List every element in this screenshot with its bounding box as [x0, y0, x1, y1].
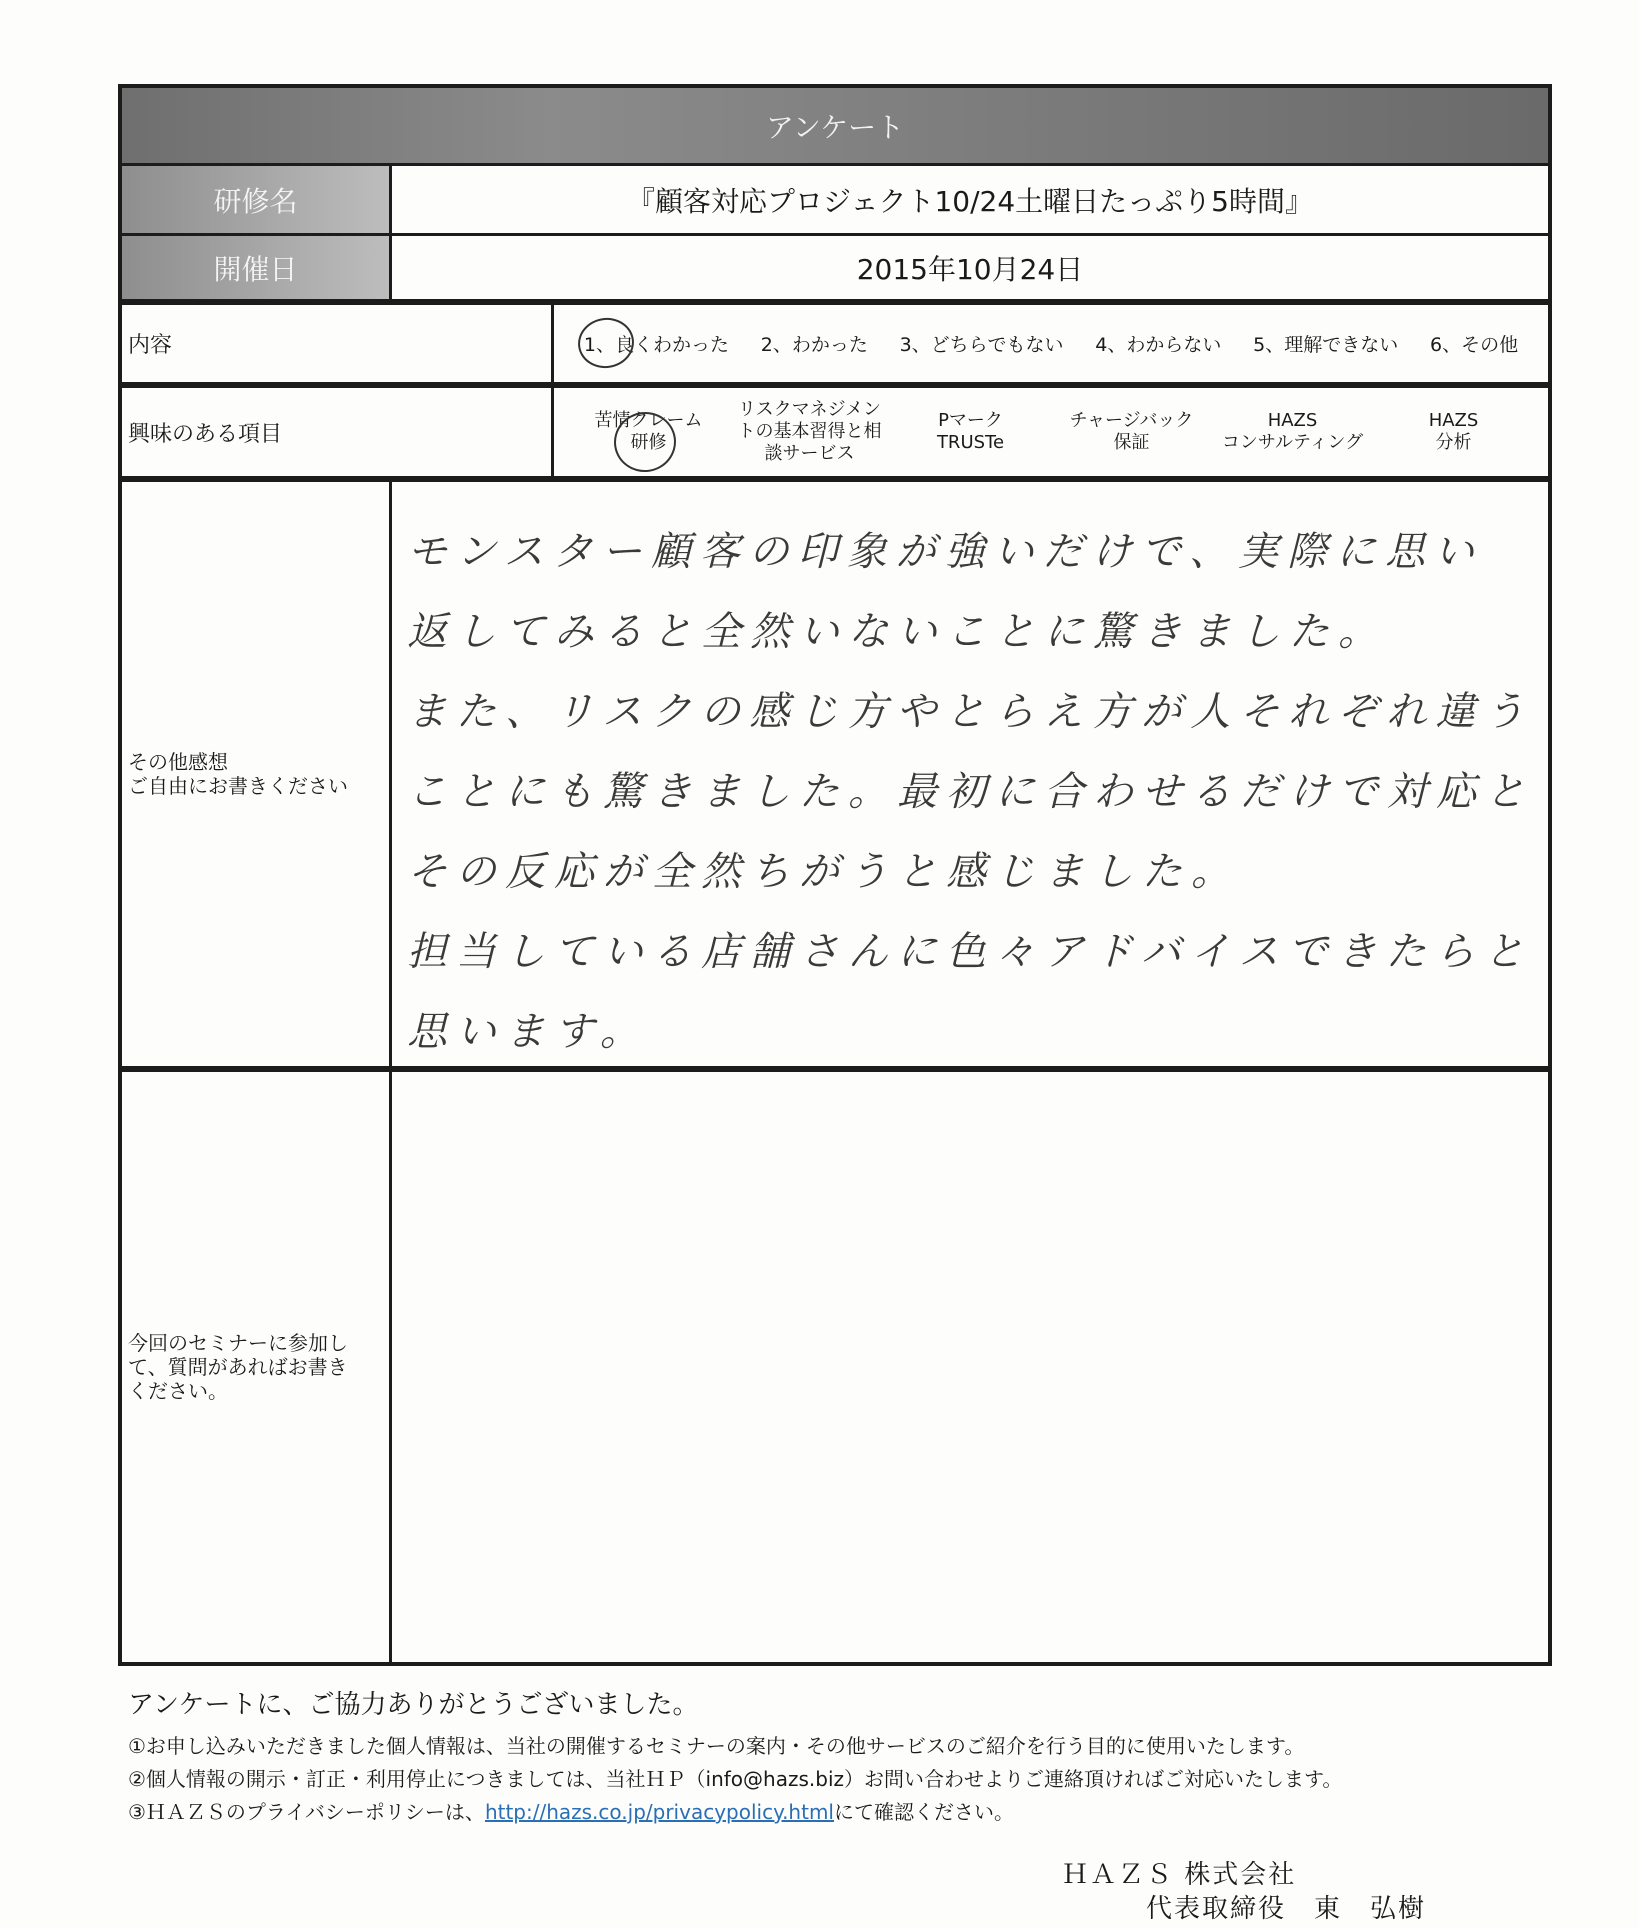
content-option-6[interactable]: 6、その他 [1429, 334, 1519, 356]
content-option-2[interactable]: 2、わかった [760, 334, 868, 356]
questions-label: 今回のセミナーに参加し て、質問があればお書き ください。 [122, 1072, 392, 1662]
date-value: 2015年10月24日 [856, 252, 1084, 286]
content-option-4[interactable]: 4、わからない [1095, 334, 1222, 356]
interest-options [554, 388, 1548, 476]
feedback-row [122, 482, 1548, 1072]
handwriting-line: 思います。 [407, 1009, 649, 1055]
note-1: ①お申し込みいただきました個人情報は、当社の開催するセミナーの案内・その他サービスのご紹介を行う目的に使用いたします。 [128, 1734, 1305, 1758]
content-option-3[interactable]: 3、どちらでもない [899, 334, 1064, 356]
interest-option-chargeback[interactable]: チャージバック 保証 [1069, 410, 1194, 453]
interest-option-analysis[interactable]: HAZS 分析 [1428, 410, 1479, 453]
content-option-1[interactable]: 1、良くわかった [584, 330, 729, 357]
handwriting-line: モンスター顧客の印象が強いだけで、実際に思い [407, 529, 1483, 575]
note-3: ③ＨＡＺＳのプライバシーポリシーは、http://hazs.co.jp/privacypolicy.htmlにて確認ください。 [128, 1800, 1014, 1824]
representative-name: 代表取締役 東 弘樹 [1146, 1894, 1427, 1924]
content-label: 内容 [122, 305, 554, 382]
handwriting-line: その反応が全然ちがうと感じました。 [407, 849, 1240, 895]
interest-option-pmark[interactable]: Pマーク TRUSTe [936, 410, 1005, 453]
questions-answer-area[interactable] [407, 1102, 1536, 1652]
content-options [554, 305, 1548, 382]
handwriting-line: ことにも驚きました。最初に合わせるだけで対応と [407, 769, 1534, 815]
content-row [122, 305, 1548, 388]
feedback-handwriting[interactable] [407, 512, 1536, 1056]
feedback-label: その他感想 ご自由にお書きください [122, 482, 392, 1066]
handwriting-line: 担当している店舗さんに色々アドバイスできたらと [407, 929, 1533, 975]
content-option-5[interactable]: 5、理解できない [1253, 334, 1399, 356]
survey-form [118, 84, 1552, 1666]
questions-row [122, 1072, 1548, 1662]
interest-option-risk[interactable]: リスクマネジメン トの基本習得と相 談サービス [737, 399, 882, 464]
interest-label: 興味のある項目 [122, 388, 554, 476]
course-row [122, 166, 1548, 236]
date-row [122, 236, 1548, 305]
privacy-notes [128, 1730, 1342, 1829]
interest-option-consulting[interactable]: HAZS コンサルティング [1221, 410, 1364, 453]
course-label: 研修名 [122, 166, 392, 233]
handwriting-line: また、リスクの感じ方やとらえ方が人それぞれ違う [407, 689, 1534, 735]
interest-row [122, 388, 1548, 482]
survey-title: アンケート [122, 88, 1548, 166]
date-label: 開催日 [122, 236, 392, 299]
selection-circle [575, 314, 637, 371]
privacy-policy-link[interactable]: http://hazs.co.jp/privacypolicy.html [484, 1800, 834, 1824]
interest-option-claims[interactable]: 苦情クレーム 研修 [574, 410, 724, 454]
note-2: ②個人情報の開示・訂正・利用停止につきましては、当社ＨＰ（info@hazs.biz）お問い合わせよりご連絡頂ければご対応いたします。 [128, 1767, 1343, 1791]
course-value: 『顧客対応プロジェクト10/24土曜日たっぷり5時間』 [627, 184, 1313, 218]
company-name: ＨＡＺＳ 株式会社 [1062, 1860, 1297, 1890]
handwriting-line: 返してみると全然いないことに驚きました。 [407, 609, 1387, 655]
thanks-message: アンケートに、ご協力ありがとうございました。 [128, 1690, 699, 1720]
